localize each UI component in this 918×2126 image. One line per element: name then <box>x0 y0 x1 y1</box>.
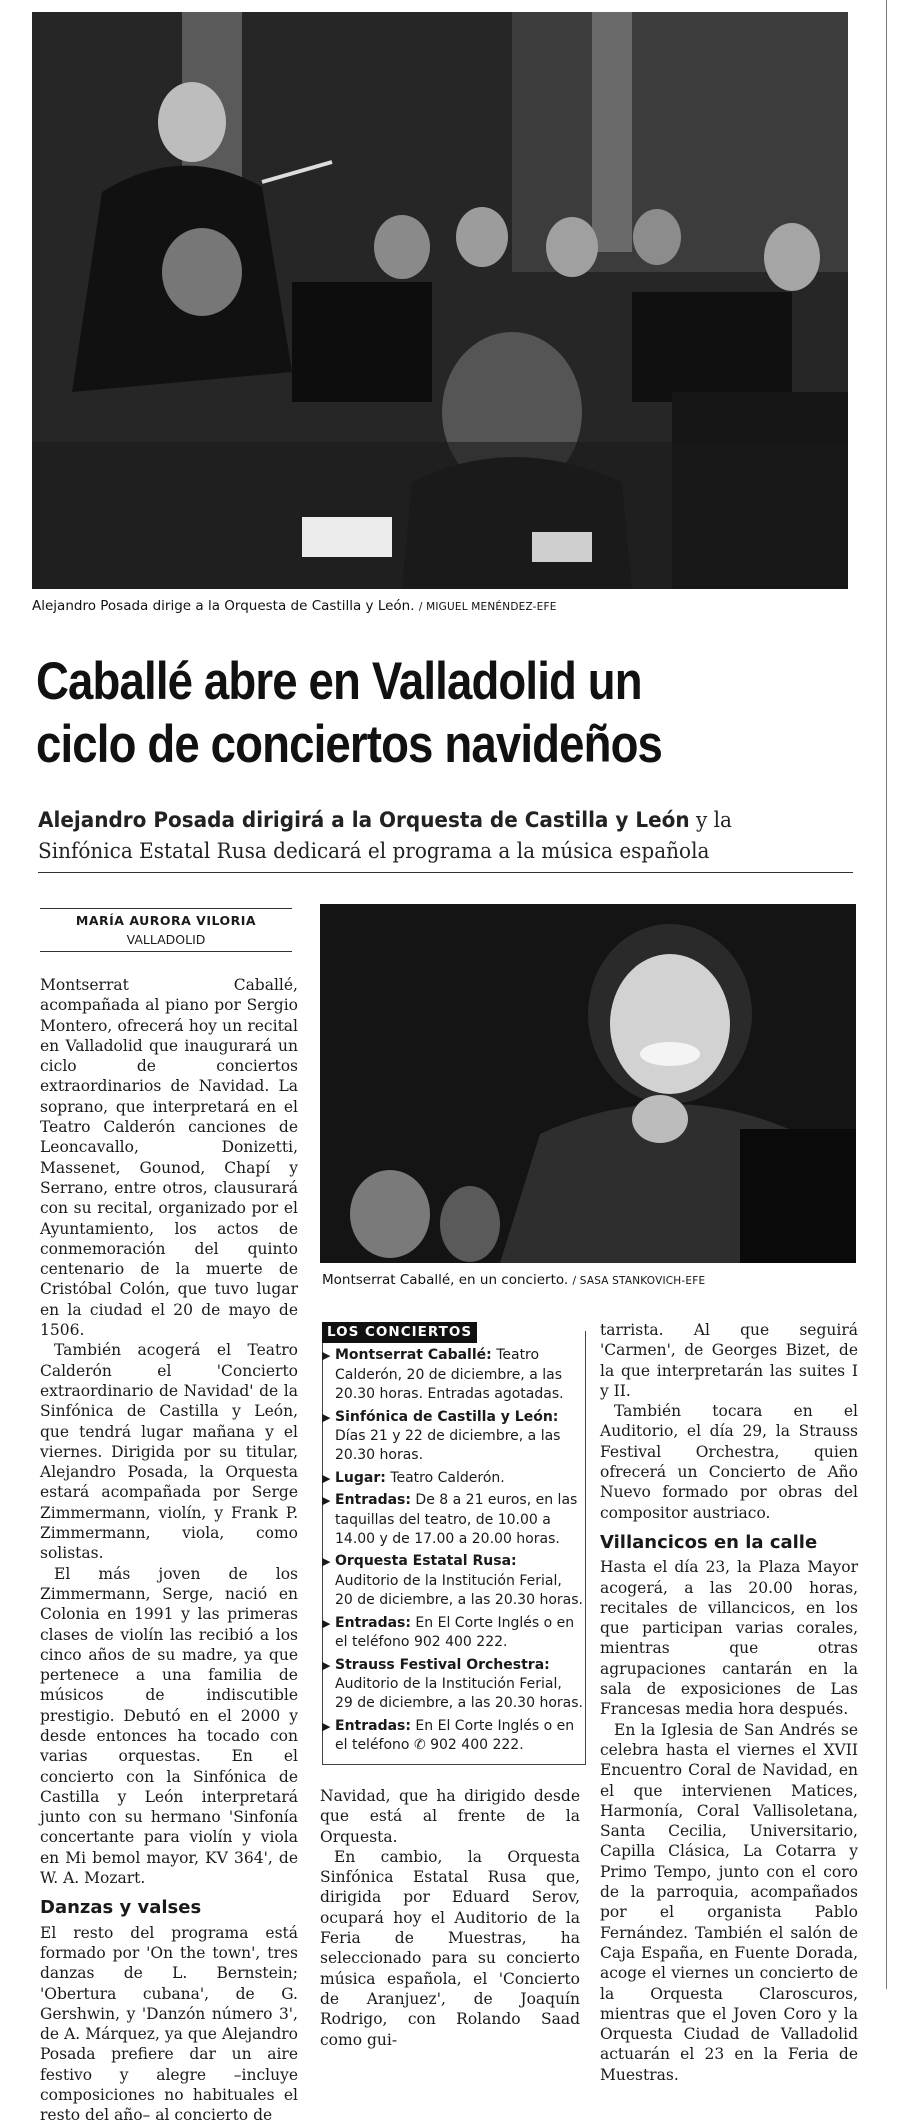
byline <box>40 908 292 952</box>
concert-item <box>322 1552 584 1610</box>
concert-item <box>322 1408 584 1466</box>
item-label: Montserrat Caballé: <box>335 1347 492 1364</box>
orchestra-photo-illustration <box>32 12 848 589</box>
item-label: Strauss Festival Orchestra: <box>335 1656 550 1673</box>
item-label: Lugar: <box>335 1469 386 1486</box>
photo-credit: / SASA STANKOVICH-EFE <box>572 1275 706 1287</box>
item-text: Auditorio de la Institución Ferial, 29 de diciembre, a las 20.30 horas. <box>335 1675 583 1712</box>
caballe-photo <box>320 904 856 1263</box>
section-heading-villancicos: Villancicos en la calle <box>600 1531 818 1553</box>
paragraph: tarrista. Al que seguirá 'Carmen', de Georges Bizet, de la que interpretarán las suites I y II. <box>600 1321 858 1400</box>
sidebar-tag: LOS CONCIERTOS <box>322 1322 477 1343</box>
article-column-2 <box>320 1786 580 2050</box>
concert-item <box>322 1614 584 1653</box>
paragraph: El resto del programa está formado por 'On the town', tres danzas de L. Bernstein; 'Obertura cubana', de G. Gershwin, y 'Danzón número 3', de A. Márquez, ya que Alejandro Posada prefiere dar un aire festivo y alegre –incluye composiciones no habituales el resto del año– al concierto de <box>40 1923 298 2125</box>
subheadline-bold: Alejandro Posada dirigirá a la Orquesta de Castilla y León <box>38 808 690 833</box>
concert-item <box>322 1491 584 1549</box>
paragraph: En cambio, la Orquesta Sinfónica Estatal Rusa que, dirigida por Eduard Serov, ocupará hoy el Auditorio de la Feria de Muestras, ha seleccionado para su concierto música española, el 'Concierto de Aranjuez', de Joaquín Rodrigo, con Rolando Saad como gui- <box>320 1847 580 2049</box>
item-text: En El Corte Inglés o en el teléfono 902 400 222. <box>335 1614 575 1651</box>
item-text: Teatro Calderón. <box>385 1469 505 1486</box>
paragraph: También tocara en el Auditorio, el día 29, la Strauss Festival Orchestra, quien ofrecerá un Concierto de Año Nuevo formado por obras del compositor austriaco. <box>600 1402 858 1522</box>
item-label: Entradas: <box>335 1614 411 1631</box>
headline-line-1: Caballé abre en Valladolid un <box>36 652 642 711</box>
item-label: Orquesta Estatal Rusa: <box>335 1553 517 1570</box>
item-text: Teatro Calderón, 20 de diciembre, a las 20.30 horas. Entradas agotadas. <box>335 1347 564 1403</box>
subheadline-line-2: Sinfónica Estatal Rusa dedicará el programa a la música española <box>38 839 710 864</box>
paragraph: El más joven de los Zimmermann, Serge, nació en Colonia en 1991 y las primeras clases de violín las recibió a los cinco años de su madre, ya que pertenece a una familia de músicos de indiscutible prestigio. Debutó en el 2000 y desde entonces ha tocado con varias orquestas. En el concierto con la Sinfónica de Castilla y León interpretará junto con su hermano 'Sinfonía concertante para violín y viola en Mi bemol mayor, KV 364', de W. A. Mozart. <box>40 1564 298 1888</box>
concert-list <box>322 1346 584 1755</box>
headline-line-2: ciclo de conciertos navideños <box>36 715 663 774</box>
subheadline <box>38 805 848 867</box>
paragraph: Navidad, que ha dirigido desde que está al frente de la Orquesta. <box>320 1787 580 1846</box>
concerts-sidebar <box>322 1322 584 1759</box>
photo-credit: / MIGUEL MENÉNDEZ-EFE <box>418 601 557 613</box>
orchestra-photo <box>32 12 848 589</box>
photo-caption-inline <box>322 1272 705 1288</box>
concert-item <box>322 1346 584 1404</box>
caballe-photo-illustration <box>320 904 856 1263</box>
paragraph: En la Iglesia de San Andrés se celebra hasta el viernes el XVII Encuentro Coral de Navidad, en el que intervienen Matices, Harmonía, Coral Vallisoletana, Santa Cecilia, Universitario, Capilla Clásica, La Cotarra y Primo Tempo, junto con el coro de la parroquia, acompañados por el organista Pablo Fernández. También el salón de Caja España, en Fuente Dorada, acoge el viernes un concierto de la Orquesta Claroscuros, mientras que el Joven Coro y la Orquesta Ciudad de Valladolid actuarán el 23 en la Feria de Muestras. <box>600 1720 858 2084</box>
photo-caption-top <box>32 598 557 614</box>
section-heading-danzas: Danzas y valses <box>40 1897 202 1919</box>
item-label: Sinfónica de Castilla y León: <box>335 1408 559 1425</box>
concert-item <box>322 1717 584 1756</box>
paragraph: Montserrat Caballé, acompañada al piano por Sergio Montero, ofrecerá hoy un recital en Valladolid que inaugurará un ciclo de conciertos extraordinarios de Navidad. La soprano, que interpretará en el Teatro Calderón canciones de Leoncavallo, Donizetti, Massenet, Gounod, Chapí y Serrano, entre otros, clausurará con su recital, organizado por el Ayuntamiento, los actos de conmemoración del quinto centenario de la muerte de Cristóbal Colón, que tuvo lugar en la ciudad el 20 de mayo de 1506. <box>40 976 298 1340</box>
headline <box>36 650 724 776</box>
concert-item <box>322 1469 584 1488</box>
item-text: De 8 a 21 euros, en las taquillas del teatro, de 10.00 a 14.00 y de 17.00 a 20.00 horas. <box>335 1492 578 1548</box>
article-column-3 <box>600 1320 858 2085</box>
item-label: Entradas: <box>335 1492 411 1509</box>
item-text: Auditorio de la Institución Ferial, 20 de diciembre, a las 20.30 horas. <box>335 1572 583 1609</box>
paragraph: También acogerá el Teatro Calderón el 'Concierto extraordinario de Navidad' de la Sinfónica de Castilla y León, que tendrá lugar mañana y el viernes. Dirigida por su titular, Alejandro Posada, la Orquesta estará acompañada por Serge Zimmermann, violín, y Frank P. Zimmermann, viola, como solistas. <box>40 1341 298 1563</box>
item-text: En El Corte Inglés o en el teléfono ✆ 902 400 222. <box>335 1717 575 1754</box>
item-label: Entradas: <box>335 1717 411 1734</box>
page-edge-rule <box>886 0 887 1989</box>
byline-place: VALLADOLID <box>40 932 292 952</box>
subheadline-rest: y la <box>689 808 732 833</box>
caption-text: Alejandro Posada dirige a la Orquesta de Castilla y León. <box>32 598 415 614</box>
subheadline-rule <box>38 872 853 873</box>
caption-text: Montserrat Caballé, en un concierto. <box>322 1272 569 1288</box>
subheadline-line-1 <box>38 805 791 836</box>
byline-author: MARÍA AURORA VILORIA <box>40 908 292 928</box>
paragraph: Hasta el día 23, la Plaza Mayor acogerá, a las 20.00 horas, recitales de villancicos, en los que participan varias corales, mientras que otras agrupaciones cantarán en la sala de exposiciones de Las Francesas media hora después. <box>600 1558 858 1719</box>
item-text: Días 21 y 22 de diciembre, a las 20.30 horas. <box>335 1428 561 1464</box>
concert-item <box>322 1656 584 1714</box>
article-column-1 <box>40 975 298 2126</box>
